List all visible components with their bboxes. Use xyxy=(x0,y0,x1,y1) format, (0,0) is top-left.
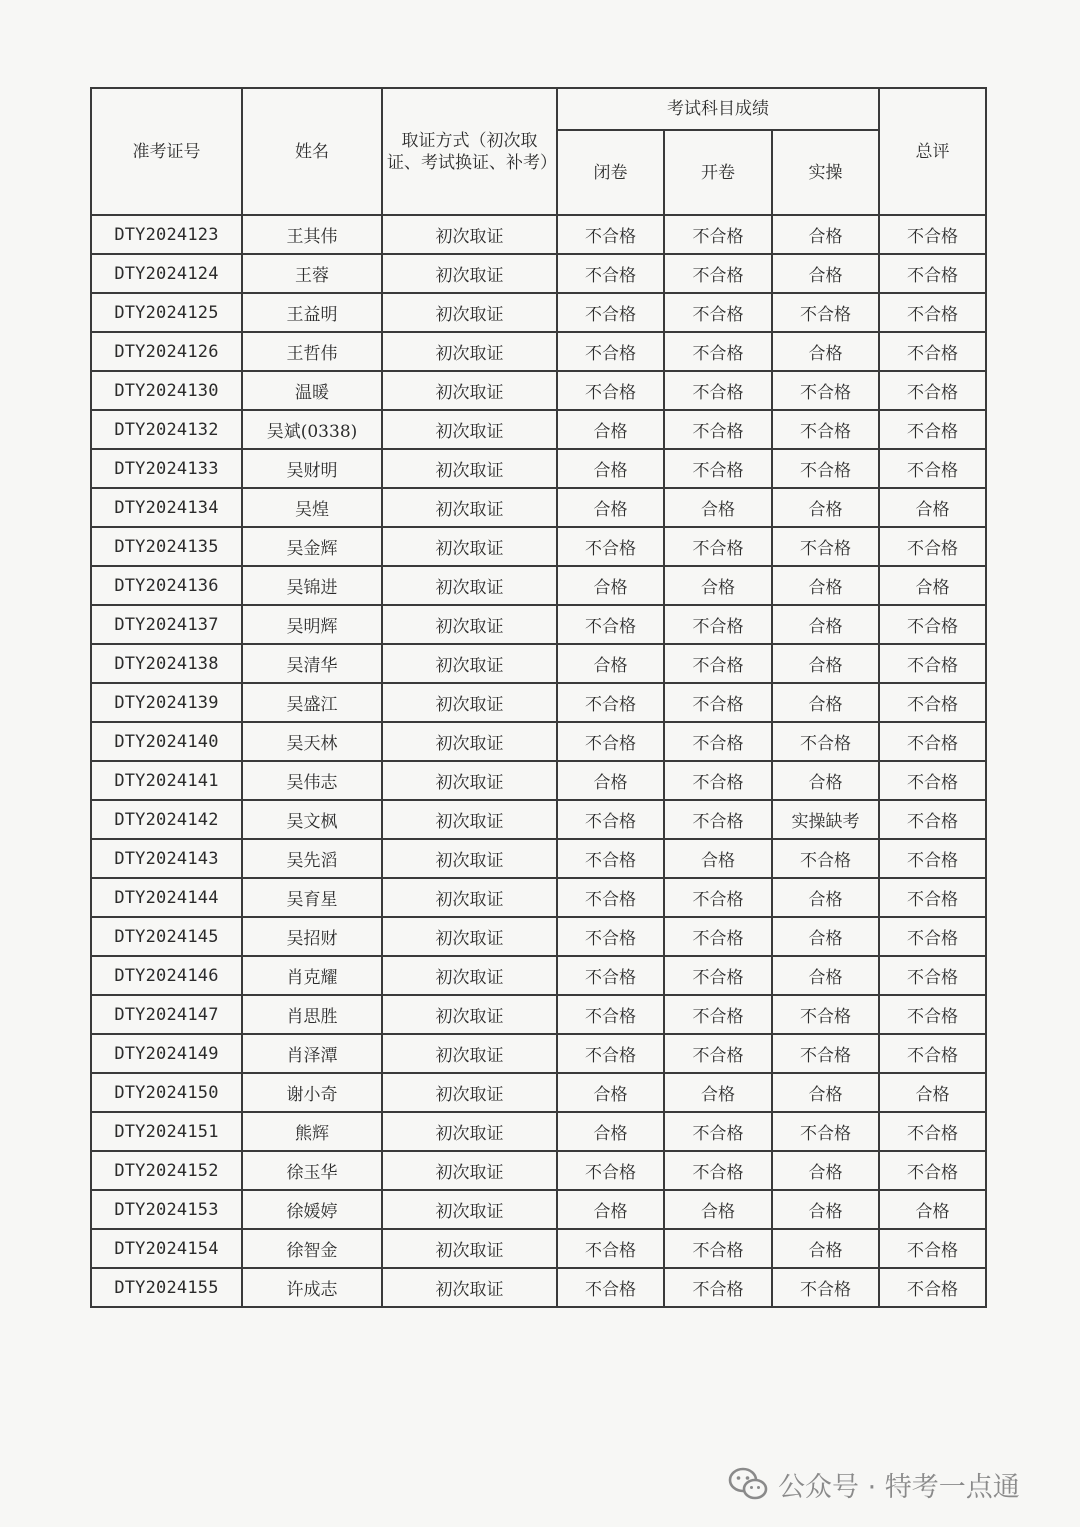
cell-method: 初次取证 xyxy=(382,722,557,761)
cell-practical: 合格 xyxy=(772,1151,879,1190)
cell-admission-no: DTY2024135 xyxy=(91,527,242,566)
cell-open-book: 不合格 xyxy=(664,371,772,410)
cell-name: 吴清华 xyxy=(242,644,382,683)
cell-open-book: 不合格 xyxy=(664,332,772,371)
header-method xyxy=(382,88,557,215)
wechat-icon xyxy=(728,1467,768,1501)
cell-open-book: 不合格 xyxy=(664,254,772,293)
cell-admission-no: DTY2024136 xyxy=(91,566,242,605)
cell-name: 吴先滔 xyxy=(242,839,382,878)
cell-method: 初次取证 xyxy=(382,1112,557,1151)
cell-overall: 不合格 xyxy=(879,254,986,293)
cell-closed-book: 合格 xyxy=(557,761,664,800)
cell-open-book: 不合格 xyxy=(664,800,772,839)
cell-admission-no: DTY2024141 xyxy=(91,761,242,800)
cell-practical: 合格 xyxy=(772,488,879,527)
cell-closed-book: 不合格 xyxy=(557,1151,664,1190)
cell-overall: 不合格 xyxy=(879,800,986,839)
cell-practical: 合格 xyxy=(772,956,879,995)
cell-admission-no: DTY2024134 xyxy=(91,488,242,527)
cell-name: 吴锦进 xyxy=(242,566,382,605)
cell-overall: 不合格 xyxy=(879,1112,986,1151)
cell-method: 初次取证 xyxy=(382,254,557,293)
cell-practical: 合格 xyxy=(772,644,879,683)
cell-method: 初次取证 xyxy=(382,995,557,1034)
header-practical: 实操 xyxy=(772,130,879,215)
cell-method: 初次取证 xyxy=(382,644,557,683)
cell-open-book: 不合格 xyxy=(664,1151,772,1190)
cell-overall: 不合格 xyxy=(879,1151,986,1190)
cell-overall: 不合格 xyxy=(879,878,986,917)
cell-closed-book: 不合格 xyxy=(557,800,664,839)
cell-method: 初次取证 xyxy=(382,566,557,605)
cell-overall: 不合格 xyxy=(879,1229,986,1268)
cell-closed-book: 不合格 xyxy=(557,254,664,293)
cell-overall: 合格 xyxy=(879,1190,986,1229)
cell-name: 谢小奇 xyxy=(242,1073,382,1112)
cell-closed-book: 不合格 xyxy=(557,839,664,878)
cell-practical: 合格 xyxy=(772,1073,879,1112)
exam-results-table xyxy=(90,87,987,1308)
cell-overall: 不合格 xyxy=(879,995,986,1034)
table-row xyxy=(91,761,986,800)
cell-practical: 不合格 xyxy=(772,293,879,332)
cell-overall: 合格 xyxy=(879,566,986,605)
header-closed-book: 闭卷 xyxy=(557,130,664,215)
header-scores-group: 考试科目成绩 xyxy=(557,88,879,130)
table-row xyxy=(91,1112,986,1151)
cell-overall: 不合格 xyxy=(879,761,986,800)
cell-admission-no: DTY2024150 xyxy=(91,1073,242,1112)
cell-overall: 不合格 xyxy=(879,527,986,566)
table-row xyxy=(91,1190,986,1229)
cell-closed-book: 不合格 xyxy=(557,293,664,332)
table-body xyxy=(91,215,986,1307)
cell-practical: 合格 xyxy=(772,215,879,254)
cell-name: 徐玉华 xyxy=(242,1151,382,1190)
cell-open-book: 不合格 xyxy=(664,293,772,332)
cell-name: 熊辉 xyxy=(242,1112,382,1151)
cell-overall: 不合格 xyxy=(879,839,986,878)
cell-method: 初次取证 xyxy=(382,1190,557,1229)
cell-name: 吴文枫 xyxy=(242,800,382,839)
cell-admission-no: DTY2024140 xyxy=(91,722,242,761)
cell-practical: 合格 xyxy=(772,1229,879,1268)
cell-overall: 不合格 xyxy=(879,293,986,332)
cell-practical: 合格 xyxy=(772,878,879,917)
cell-open-book: 合格 xyxy=(664,1190,772,1229)
header-open-book: 开卷 xyxy=(664,130,772,215)
cell-admission-no: DTY2024130 xyxy=(91,371,242,410)
cell-admission-no: DTY2024132 xyxy=(91,410,242,449)
cell-open-book: 合格 xyxy=(664,488,772,527)
cell-name: 吴斌(0338) xyxy=(242,410,382,449)
cell-practical: 合格 xyxy=(772,566,879,605)
table-row xyxy=(91,800,986,839)
cell-admission-no: DTY2024124 xyxy=(91,254,242,293)
cell-name: 肖泽潭 xyxy=(242,1034,382,1073)
cell-open-book: 不合格 xyxy=(664,683,772,722)
cell-open-book: 不合格 xyxy=(664,527,772,566)
cell-overall: 不合格 xyxy=(879,449,986,488)
cell-practical: 不合格 xyxy=(772,371,879,410)
table-row xyxy=(91,878,986,917)
cell-admission-no: DTY2024126 xyxy=(91,332,242,371)
cell-admission-no: DTY2024152 xyxy=(91,1151,242,1190)
cell-method: 初次取证 xyxy=(382,839,557,878)
cell-name: 王蓉 xyxy=(242,254,382,293)
cell-practical: 不合格 xyxy=(772,1268,879,1307)
cell-practical: 合格 xyxy=(772,605,879,644)
cell-practical: 不合格 xyxy=(772,449,879,488)
cell-open-book: 不合格 xyxy=(664,1034,772,1073)
watermark-text: 公众号 · 特考一点通 xyxy=(778,1471,1020,1503)
cell-method: 初次取证 xyxy=(382,605,557,644)
cell-practical: 不合格 xyxy=(772,527,879,566)
cell-name: 吴盛江 xyxy=(242,683,382,722)
cell-admission-no: DTY2024155 xyxy=(91,1268,242,1307)
cell-open-book: 不合格 xyxy=(664,1229,772,1268)
cell-closed-book: 不合格 xyxy=(557,371,664,410)
cell-overall: 不合格 xyxy=(879,371,986,410)
cell-closed-book: 不合格 xyxy=(557,878,664,917)
table-row xyxy=(91,683,986,722)
cell-method: 初次取证 xyxy=(382,488,557,527)
cell-open-book: 不合格 xyxy=(664,1268,772,1307)
cell-method: 初次取证 xyxy=(382,527,557,566)
table-row xyxy=(91,1151,986,1190)
table-row xyxy=(91,566,986,605)
cell-name: 徐智金 xyxy=(242,1229,382,1268)
cell-name: 王益明 xyxy=(242,293,382,332)
cell-practical: 实操缺考 xyxy=(772,800,879,839)
cell-closed-book: 不合格 xyxy=(557,332,664,371)
cell-name: 吴招财 xyxy=(242,917,382,956)
cell-closed-book: 不合格 xyxy=(557,605,664,644)
table-row xyxy=(91,917,986,956)
cell-method: 初次取证 xyxy=(382,956,557,995)
cell-practical: 合格 xyxy=(772,761,879,800)
cell-open-book: 不合格 xyxy=(664,410,772,449)
cell-name: 吴天林 xyxy=(242,722,382,761)
cell-practical: 合格 xyxy=(772,1190,879,1229)
cell-closed-book: 不合格 xyxy=(557,722,664,761)
cell-closed-book: 合格 xyxy=(557,566,664,605)
cell-practical: 不合格 xyxy=(772,1112,879,1151)
cell-overall: 不合格 xyxy=(879,722,986,761)
watermark xyxy=(728,1462,1020,1506)
header-method-text: 取证方式（初次取证、考试换证、补考） xyxy=(387,130,557,173)
cell-closed-book: 不合格 xyxy=(557,683,664,722)
table-row xyxy=(91,449,986,488)
cell-admission-no: DTY2024125 xyxy=(91,293,242,332)
cell-method: 初次取证 xyxy=(382,1034,557,1073)
cell-admission-no: DTY2024149 xyxy=(91,1034,242,1073)
cell-closed-book: 合格 xyxy=(557,1073,664,1112)
cell-method: 初次取证 xyxy=(382,1073,557,1112)
cell-open-book: 不合格 xyxy=(664,761,772,800)
cell-admission-no: DTY2024133 xyxy=(91,449,242,488)
cell-open-book: 不合格 xyxy=(664,878,772,917)
cell-name: 许成志 xyxy=(242,1268,382,1307)
cell-overall: 不合格 xyxy=(879,215,986,254)
cell-open-book: 不合格 xyxy=(664,917,772,956)
table-row xyxy=(91,722,986,761)
header-admission-no: 准考证号 xyxy=(91,88,242,215)
cell-closed-book: 合格 xyxy=(557,449,664,488)
cell-open-book: 合格 xyxy=(664,839,772,878)
cell-admission-no: DTY2024142 xyxy=(91,800,242,839)
cell-admission-no: DTY2024153 xyxy=(91,1190,242,1229)
cell-method: 初次取证 xyxy=(382,761,557,800)
cell-name: 肖克耀 xyxy=(242,956,382,995)
cell-admission-no: DTY2024151 xyxy=(91,1112,242,1151)
cell-name: 温暖 xyxy=(242,371,382,410)
header-overall: 总评 xyxy=(879,88,986,215)
cell-closed-book: 不合格 xyxy=(557,527,664,566)
cell-practical: 合格 xyxy=(772,683,879,722)
table-row xyxy=(91,488,986,527)
cell-open-book: 合格 xyxy=(664,566,772,605)
cell-method: 初次取证 xyxy=(382,917,557,956)
cell-admission-no: DTY2024138 xyxy=(91,644,242,683)
cell-overall: 合格 xyxy=(879,488,986,527)
cell-method: 初次取证 xyxy=(382,371,557,410)
cell-name: 王其伟 xyxy=(242,215,382,254)
cell-closed-book: 不合格 xyxy=(557,1268,664,1307)
cell-closed-book: 不合格 xyxy=(557,956,664,995)
cell-method: 初次取证 xyxy=(382,878,557,917)
table-row xyxy=(91,839,986,878)
cell-method: 初次取证 xyxy=(382,215,557,254)
cell-admission-no: DTY2024147 xyxy=(91,995,242,1034)
cell-admission-no: DTY2024143 xyxy=(91,839,242,878)
cell-practical: 合格 xyxy=(772,332,879,371)
cell-closed-book: 合格 xyxy=(557,1112,664,1151)
table-row xyxy=(91,995,986,1034)
cell-practical: 合格 xyxy=(772,254,879,293)
cell-open-book: 不合格 xyxy=(664,449,772,488)
table-row xyxy=(91,371,986,410)
cell-admission-no: DTY2024123 xyxy=(91,215,242,254)
cell-admission-no: DTY2024139 xyxy=(91,683,242,722)
cell-name: 肖思胜 xyxy=(242,995,382,1034)
cell-method: 初次取证 xyxy=(382,293,557,332)
table-row xyxy=(91,1073,986,1112)
header-name: 姓名 xyxy=(242,88,382,215)
header-row-1 xyxy=(91,88,986,130)
cell-name: 吴明辉 xyxy=(242,605,382,644)
cell-overall: 不合格 xyxy=(879,956,986,995)
table-row xyxy=(91,1229,986,1268)
table-row xyxy=(91,254,986,293)
cell-name: 吴金辉 xyxy=(242,527,382,566)
table-row xyxy=(91,644,986,683)
cell-name: 吴煌 xyxy=(242,488,382,527)
cell-name: 吴育星 xyxy=(242,878,382,917)
cell-name: 徐媛婷 xyxy=(242,1190,382,1229)
cell-name: 王哲伟 xyxy=(242,332,382,371)
cell-method: 初次取证 xyxy=(382,800,557,839)
cell-overall: 不合格 xyxy=(879,332,986,371)
cell-practical: 不合格 xyxy=(772,410,879,449)
cell-closed-book: 合格 xyxy=(557,644,664,683)
cell-practical: 不合格 xyxy=(772,1034,879,1073)
cell-open-book: 合格 xyxy=(664,1073,772,1112)
cell-method: 初次取证 xyxy=(382,1151,557,1190)
cell-admission-no: DTY2024144 xyxy=(91,878,242,917)
table-row xyxy=(91,956,986,995)
cell-admission-no: DTY2024137 xyxy=(91,605,242,644)
cell-closed-book: 合格 xyxy=(557,1190,664,1229)
cell-overall: 不合格 xyxy=(879,917,986,956)
cell-closed-book: 合格 xyxy=(557,410,664,449)
table-row xyxy=(91,215,986,254)
table-row xyxy=(91,527,986,566)
cell-method: 初次取证 xyxy=(382,1229,557,1268)
cell-closed-book: 不合格 xyxy=(557,1229,664,1268)
cell-closed-book: 不合格 xyxy=(557,917,664,956)
cell-overall: 合格 xyxy=(879,1073,986,1112)
cell-open-book: 不合格 xyxy=(664,956,772,995)
cell-open-book: 不合格 xyxy=(664,644,772,683)
table-row xyxy=(91,605,986,644)
cell-admission-no: DTY2024145 xyxy=(91,917,242,956)
table-row xyxy=(91,1268,986,1307)
cell-overall: 不合格 xyxy=(879,644,986,683)
cell-closed-book: 不合格 xyxy=(557,995,664,1034)
cell-method: 初次取证 xyxy=(382,683,557,722)
cell-closed-book: 合格 xyxy=(557,488,664,527)
cell-practical: 不合格 xyxy=(772,995,879,1034)
cell-open-book: 不合格 xyxy=(664,605,772,644)
table-row xyxy=(91,1034,986,1073)
cell-overall: 不合格 xyxy=(879,1268,986,1307)
cell-method: 初次取证 xyxy=(382,449,557,488)
cell-admission-no: DTY2024154 xyxy=(91,1229,242,1268)
table-row xyxy=(91,410,986,449)
cell-method: 初次取证 xyxy=(382,332,557,371)
cell-open-book: 不合格 xyxy=(664,722,772,761)
table-row xyxy=(91,332,986,371)
cell-name: 吴伟志 xyxy=(242,761,382,800)
cell-overall: 不合格 xyxy=(879,1034,986,1073)
cell-closed-book: 不合格 xyxy=(557,1034,664,1073)
cell-overall: 不合格 xyxy=(879,683,986,722)
cell-open-book: 不合格 xyxy=(664,215,772,254)
cell-practical: 不合格 xyxy=(772,722,879,761)
cell-practical: 合格 xyxy=(772,917,879,956)
cell-name: 吴财明 xyxy=(242,449,382,488)
cell-method: 初次取证 xyxy=(382,410,557,449)
cell-overall: 不合格 xyxy=(879,410,986,449)
cell-method: 初次取证 xyxy=(382,1268,557,1307)
cell-closed-book: 不合格 xyxy=(557,215,664,254)
cell-open-book: 不合格 xyxy=(664,995,772,1034)
table-row xyxy=(91,293,986,332)
cell-open-book: 不合格 xyxy=(664,1112,772,1151)
cell-practical: 不合格 xyxy=(772,839,879,878)
cell-admission-no: DTY2024146 xyxy=(91,956,242,995)
cell-overall: 不合格 xyxy=(879,605,986,644)
